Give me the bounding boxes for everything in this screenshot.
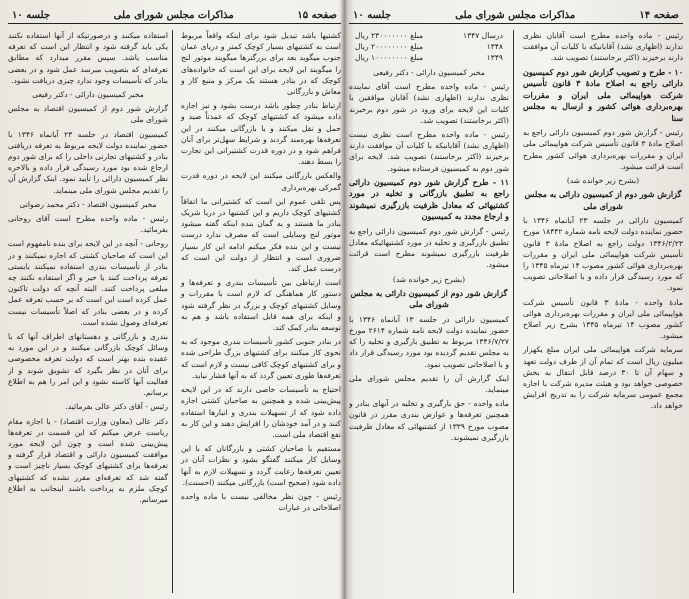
amount-year: درسال ۱۳۴۷ [463, 31, 503, 40]
right-page-right-column [523, 30, 683, 593]
amount-value: مبلغ ۱۰۰۰۰۰۰۰۰ ریال [355, 53, 424, 62]
paragraph: است ارتباطی بین تأسیسات بندری و تعرفه‌ها و دستور کار هماهنگی که لازم است با مقررات و وسایل کشتیهای کوچک و بزرگ در نظر گرفته شود و اینکه برای همه قابل استفاده باشد و هم به توسعه بنادر کمک کند. [181, 278, 341, 333]
report-title: گزارش شور دوم از کمیسیون دارائی به مجلس شورای ملی [524, 189, 682, 211]
right-page-session: جلسه ۱۰ [353, 9, 392, 21]
right-page-left-column [349, 30, 509, 593]
left-page-header [8, 6, 341, 24]
read-note: (بشرح زیر خوانده شد) [566, 175, 640, 185]
amount-row [349, 30, 509, 41]
amount-row [349, 52, 509, 63]
amount-year: ۱۳۴۸ [486, 42, 503, 51]
signature: مخبر کمیسیون دارائی - دکتر رفیعی [32, 90, 144, 100]
paragraph: کشتیها باشد تبدیل شود برای اینکه واقعاً مربوط است به کشتیهای بسیار کوچک کمتر و دریای عمان جنوب میگوید بعد برای بزرگترها میگویند موتور لنج را میگویند این لایحه برای این است که خانواده‌های کوچک که در بنادر هستند یک مرکز و منبع کار و معاش و بازرگانی [181, 31, 341, 97]
paragraph: رئیس - ماده واحده مطرح است آقایان نظری ندارند (اظهاری نشد) آقایانیکه با کلیات آن موافقت دارند برخیزند (اکثر برخاستند) تصویب شد. [523, 31, 683, 63]
header-rule [8, 23, 341, 24]
right-page-publication: مذاکرات مجلس شورای ملی [455, 9, 576, 21]
paragraph: استفاده میکنند و درصورتیکه از آنها استفاده نکنند یکی باید گرفته شود و انتظار این است که تعرفه مناسب باشد. سپس مقرر میدارد که مطابق تعرفه‌ای که بتصویب میرسد عمل شود و در بعضی بنادر که تأسیسات وجود ندارد چیزی دریافت نشود. [8, 31, 168, 85]
left-page-publication: مذاکرات مجلس شورای ملی [113, 9, 234, 21]
paragraph: رئیس - آقای دکتر عالی بفرمائید. [65, 402, 168, 412]
paragraph: رئیس - چون نظر مخالفی نیست با ماده واحده اصلاحاتی در عبارات [181, 491, 341, 513]
left-page-right-column [181, 30, 341, 593]
left-page-left-column [8, 30, 168, 593]
left-page-number: صفحه ۱۵ [297, 9, 337, 21]
signature: مخبر کمیسیون اقتصاد - دکتر محمد رضوانی [19, 199, 157, 209]
paragraph: رئیس - گزارش شور دوم کمیسیون دارائی راجع به تطبیق بازرگیری و تخلیه در مورد کشتیهائیکه معادل ظرفیت بازرگیری نمیشوند مطرح است قرائت میشود. [349, 226, 509, 270]
section-heading: ۱۱ - طرح گزارش شور دوم کمیسیون دارائی راجع به تطبیق بازرگانی و تخلیه در مورد کشتیهائی که معادل ظرفیت بازرگیری نمیشوند و ارجاع مجدد به کمیسیون [349, 176, 509, 222]
read-note: (بشرح زیر خوانده شد) [392, 274, 466, 284]
report-title: گزارش شور دوم از کمیسیون دارائی به مجلس شورای ملی [350, 287, 508, 310]
book-gutter [341, 0, 349, 599]
paragraph: گزارش شور دوم از کمیسیون اقتصاد به مجلس شورای ملی [8, 104, 168, 125]
right-page-header [349, 6, 683, 24]
paragraph: کمیسیون دارائی در جلسه ۲۳ آبانماه ۱۳۴۶ با حضور نماینده دولت لایحه نامه شماره ۱۸۴۴۲ مورخ ۱۳۴۶/۲/۲۳ دولت راجع به اصلاح مادهٔ ۳ قانون تأسیس شرکت هواپیمائی ملی ایران و مقررات بهره‌برداری هوائی کشور مصوب ۱۴ تیرماه ۱۳۴۵ را که مورد رسیدگی قرار داده و با اصلاحاتی تصویب نمود. [523, 216, 683, 293]
left-page-session: جلسه ۱۰ [12, 9, 51, 21]
paragraph: ماده واحده - حق بارگیری و تخلیه در آبهای بنادر و همچنین تعرفه‌ها و عوارض بندری مقرر در قانون مصوب مورخ ۱۳۳۹ از کشتیهائی که معادل ظرفیت بازرگیری نمیشوند. [349, 399, 509, 442]
paragraph: رئیس - ماده واحده مطرح است آقای نماینده نظری ندارند (اظهاری نشد) آقایان موافقین با کلیات این لایحه برای ورود در شور دوم برخیزند (اکثر برخاستند) تصویب شد. [349, 82, 509, 125]
amount-value: مبلغ ۲۳۰۰۰۰۰۰۰ ریال [355, 31, 424, 40]
amount-year: ۱۳۴۹ [486, 53, 503, 62]
paragraph: اینک گزارش آن را تقدیم مجلس شورای ملی مینماید. [349, 373, 509, 395]
paragraph: مستقیم با صاحبان کشتی و بازرگانان که با این وسایل کار میکنند گفتگو بشود و نظرات آنان در تعیین تعرفه‌ها رعایت گردد و تسهیلات لازم به آنها داده شود (صحیح است) بازرگانی میکنند (احسنت). [181, 444, 341, 487]
paragraph: بندری و بازرگانی و دهستانهای اطراف آنها که با وسائل کوچک بازرگانی میکنند و در این مورد به عقیده بنده بهتر است که دولت تعرفه مخصوصی برای آنان در نظر بگیرد که تشویق شوند و از فعالیت آنها کاسته نشود و این امر را هم به اطلاع برسانم. [8, 332, 168, 398]
amount-value: مبلغ ۲۰۰۰۰۰۰۰۰ ریال [355, 42, 424, 51]
paragraph: رئیس - گزارش شور دوم کمیسیون دارائی راجع به اصلاح مادهٔ ۳ قانون تأسیس شرکت هواپیمائی ملی ایران و مقررات بهره‌برداری هوائی کشور مطرح است قرائت میشود. [523, 128, 683, 171]
right-page [349, 6, 683, 593]
paragraph: رئیس - ماده واحده مطرح است آقای روحانی بفرمائید. [8, 214, 168, 235]
header-rule [349, 23, 683, 24]
amount-row [349, 41, 509, 52]
paragraph: رئیس - ماده واحده مطرح است نظری نیست (اظهاری نشد) آقایانیکه با کلیات آن موافقت دارند برخیزند (اکثر برخاستند) تصویب شد. لایحه برای شور دوم به کمیسیون فرستاده میشود. [349, 130, 509, 173]
paragraph: در بنادر جنوبی کشور تأسیسات بندری موجود که به نحوی کار میکنند برای کشتیهای بزرگ طراحی شده و برای کشتیهای کوچک کافی نیست و لازم است که تعرفه‌ها طوری تعیین گردد که به آنها فشار نیاید. [180, 337, 341, 380]
column-divider [513, 30, 514, 593]
right-page-number: صفحه ۱۴ [639, 9, 679, 21]
paragraph: ارتباط بنادر چطور باشد درست بشود و نیز اجازه داده میشود که کشتیهای کوچک که عمدتاً صید و حمل و نقل میکنند و یا بازرگانی میکنند در این تعرفه‌ها بهره‌مند گردند و شرایط سهل‌تر برای آنان فراهم شود و در دوره قدرت کشتیرانی این تجارت را بسط دهند. [181, 101, 341, 167]
paragraph: کمیسیون دارائی در جلسه ۱۳ آبانماه ۱۳۴۶ با حضور نماینده دولت لایحه نامه شماره ۲۶۱۴ مورخ ۱۳۴۶/۷/۲۷ مربوط به تطبیق بارگیری و تخلیه را که به مجلس تقدیم گردیده بود مورد رسیدگی قرار داد و با اصلاحاتی تصویب نمود. [349, 314, 509, 369]
paragraph: روحانی - آنچه در این لایحه برای بنده نامفهوم است این است که صاحبان کشتی که اجاره نمیکنند و در بنادر از تأسیسات بندری استفاده نمیکنند بایستی تعرفه پرداخت کنند یا خیر و اگر استفاده نکنند چه مبلغی پرداخت کنند. البته آنچه که دولت تاکنون عمل کرده است این است که بر حسب تعرفه عمل کرده و در بعضی بنادر که اصلاً تأسیسات نیست تعرفه‌ای وصول نشده است. [8, 239, 168, 327]
left-page [8, 6, 341, 593]
column-divider [172, 30, 173, 593]
section-heading: ۱۰ - طرح و تصویب گزارش شور دوم کمیسیون دارائی راجع به اصلاح مادهٔ ۳ قانون تأسیس شرکت هواپیمائی ملی ایران و مقررات بهره‌برداری هوائی کشور و ارسال به مجلس سنا [523, 66, 683, 123]
paragraph: پس تلقی عموم این است که کشتیرانی ما اتفاقاً کشتیهای کوچک داریم و این کشتیها در دریا شریک بنادر ما هستند و به گمان بنده اینکه گفته میشود موتور لنج وسایلی است که مصرف ندارد درست نیست و این بنده فکر میکنم ادامه این کار بسیار ضروری است و انتظار از دولت این است که درست عمل کند. [181, 196, 341, 274]
paragraph: مادهٔ واحده - مادهٔ ۳ قانون تأسیس شرکت هواپیمائی ملی ایران و مقررات بهره‌برداری هوائی کشور مصوب ۱۴ تیرماه ۱۳۴۵ بشرح زیر اصلاح میشود. [523, 297, 683, 341]
amounts-table [349, 30, 509, 63]
paragraph: احتیاج به تأسیسات خاصی دارند که در این لایحه پیش‌بینی شده و همچنین به صاحبان کشتی اجازه داده شود که از تسهیلات بندری و انبارها استفاده کنند و در آمد خودشان را افزایش دهند و این کار به نفع اقتصاد ملی است. [181, 385, 341, 439]
paragraph: دکتر عالی (معاون وزارت اقتصاد) - با اجازه مقام ریاست عرض میکنم که این قسمت در تعرفه‌ها پیش‌بینی شده است و چون این لایحه مورد موافقت کمیسیون دارائی و اقتصاد قرار گرفته و تعرفه‌ها برای کشتیهای کوچک بسیار ناچیز است و گفته شد که تعرفه‌ای مقرر نشده که کشتیهای کوچک ملزم به پرداخت باشند اینجانب به اطلاع میرسانم. [8, 416, 168, 504]
signature: مخبر کمیسیون دارائی - دکتر رفیعی [373, 68, 485, 77]
paragraph: والعکس بازرگانی میکنند این لایحه در دوره قدرت گمرکی بهره‌برداری [181, 171, 341, 192]
paragraph: سرمایه شرکت هواپیمائی ملی ایران مبلغ یکهزار میلیون ریال است که تمام آن از طرف دولت تعهد و سهام آن تا ۳۰ درصد قابل انتقال به بخش خصوصی خواهد بود و هیئت مدیره شرکت با اجازه مجمع عمومی سرمایه شرکت را به تدریج افزایش خواهد داد. [523, 345, 683, 411]
paragraph: کمیسیون اقتصاد در جلسه ۲۳ آبانماه ۱۳۴۶ با حضور نماینده دولت لایحه مربوط به تعرفه دریافتی بنادر و کشتیهای تجارتی داخلی را که برای شور دوم ارجاع شده بود مورد رسیدگی قرار داده و بالاخره نظر کمیسیون دارائی را تأیید نمود. اینک گزارش آن را تقدیم مجلس شورای ملی مینماید. [8, 129, 168, 195]
